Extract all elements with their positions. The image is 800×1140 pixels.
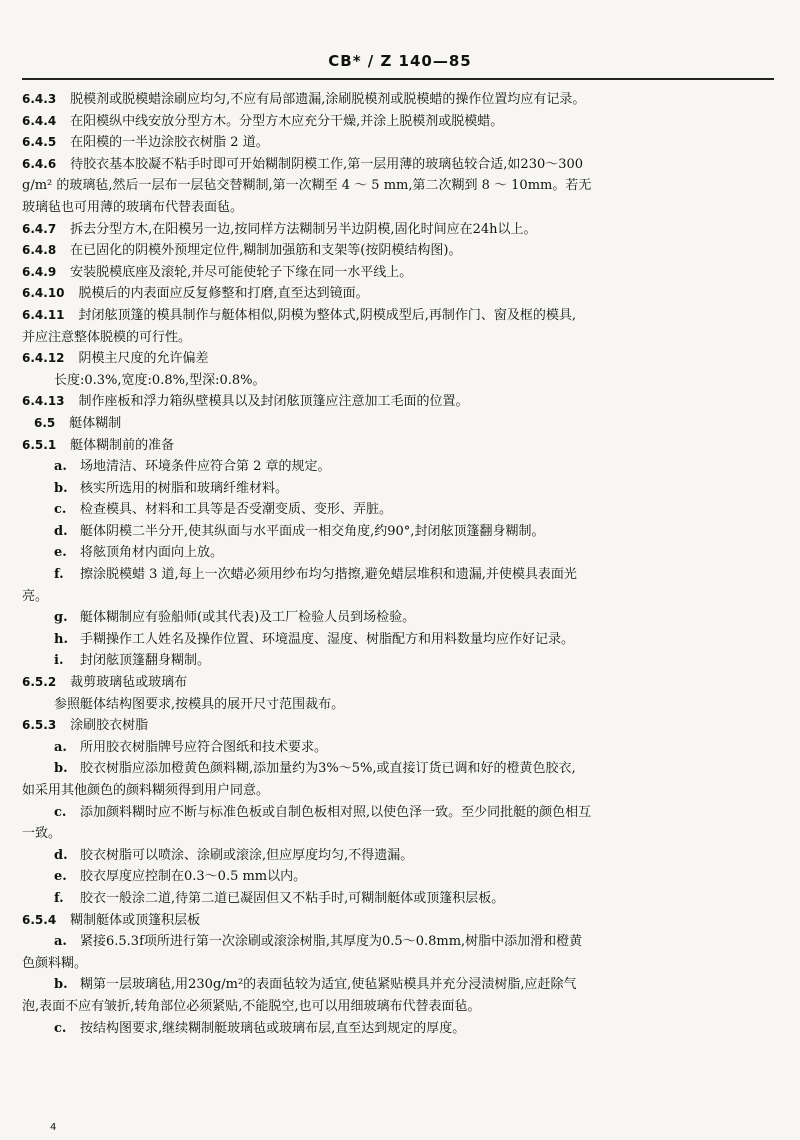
clause-text: 艇体糊制前的准备 [70, 437, 175, 453]
clause-number: 6.4.7 [22, 221, 57, 236]
clause-text: 脱模剂或脱模蜡涂刷应均匀,不应有局部遗漏,涂刷脱模剂或脱模蜡的操作位置均应有记录。 [70, 92, 586, 107]
list-item-label: a. [54, 459, 67, 475]
list-item [22, 456, 774, 478]
list-item [22, 1018, 774, 1040]
list-item-label: c. [54, 502, 67, 518]
list-item [22, 758, 774, 780]
clause-body: 长度:0.3%,宽度:0.8%,型深:0.8%。 [54, 372, 266, 388]
list-item-text: 糊第一层玻璃毡,用230g/m²的表面毡较为适宜,使毡紧贴模具并充分浸渍树脂,应赶除气 [80, 977, 577, 993]
clause [22, 262, 774, 284]
list-item [22, 974, 774, 996]
clause-text: 在已固化的阴模外预埋定位件,糊制加强筋和支架等(按阴模结构图)。 [70, 243, 462, 259]
clause [22, 672, 774, 694]
list-item-label: g. [54, 610, 68, 626]
clause-number: 6.4.9 [22, 264, 57, 279]
list-item [22, 888, 774, 910]
clause [22, 240, 774, 262]
continuation-line: g/m² 的玻璃毡,然后一层布一层毡交替糊制,第一次糊至 4 ～ 5 mm,第二次糊到 8 ～ 10mm。若无 [22, 178, 592, 194]
clause-number: 6.4.8 [22, 243, 57, 258]
list-item [22, 802, 774, 824]
clause [22, 715, 774, 737]
list-item-label: e. [54, 545, 67, 561]
clause-number: 6.5.2 [22, 675, 57, 690]
list-item-text: 紧接6.5.3f项所进行第一次涂刷或滚涂树脂,其厚度为0.5～0.8mm,树脂中添加滑和橙黄 [80, 934, 583, 950]
clause-number: 6.4.4 [22, 113, 57, 128]
list-item-label: c. [54, 1020, 67, 1036]
clause-text: 拆去分型方木,在阳模另一边,按同样方法糊制另半边阴模,固化时间应在24h以上。 [70, 221, 537, 237]
continuation-line: 泡,表面不应有皱折,转角部位必须紧贴,不能脱空,也可以用细玻璃布代替表面毡。 [22, 998, 481, 1014]
clause [22, 348, 774, 370]
clause-number: 6.4.12 [22, 351, 65, 366]
list-item-label: b. [54, 977, 68, 993]
page-number: 4 [50, 1122, 57, 1133]
clause-text: 安装脱模底座及滚轮,并尽可能使轮子下缘在同一水平线上。 [70, 264, 413, 280]
clause-number: 6.4.13 [22, 394, 65, 409]
clause-text: 糊制艇体或顶篷积层板 [70, 912, 201, 928]
list-item-text: 所用胶衣树脂牌号应符合图纸和技术要求。 [80, 739, 328, 755]
list-item-label: c. [54, 804, 67, 820]
clause-text: 待胶衣基本胶凝不粘手时即可开始糊制阴模工作,第一层用薄的玻璃毡较合适,如230～300 [70, 156, 584, 172]
clause-text: 在阳模纵中线安放分型方木。分型方木应充分干燥,并涂上脱模剂或脱模蜡。 [70, 113, 504, 129]
list-item [22, 629, 774, 651]
continuation-line: 一致。 [22, 826, 62, 842]
list-item-text: 胶衣一般涂二道,待第二道已凝固但又不粘手时,可糊制艇体或顶篷积层板。 [80, 890, 505, 906]
clause [22, 435, 774, 457]
list-item-label: i. [54, 653, 64, 669]
list-item [22, 499, 774, 521]
clause-number: 6.4.11 [22, 307, 65, 322]
list-item-text: 胶衣厚度应控制在0.3～0.5 mm以内。 [80, 869, 307, 885]
continuation-line: 亮。 [22, 588, 49, 604]
list-item [22, 931, 774, 953]
list-item-text: 将舷顶角材内面向上放。 [80, 545, 224, 561]
clause [22, 89, 774, 111]
clause [22, 132, 774, 154]
page-header [0, 52, 800, 70]
list-item [22, 845, 774, 867]
clause-text: 阴模主尺度的允许偏差 [78, 351, 209, 367]
list-item [22, 866, 774, 888]
clause-text: 制作座板和浮力箱纵壁模具以及封闭舷顶篷应注意加工毛面的位置。 [78, 394, 469, 410]
list-item-label: e. [54, 869, 67, 885]
list-item-label: a. [54, 934, 67, 950]
clause [22, 283, 774, 305]
clause [22, 305, 774, 327]
continuation-line: 色颜料糊。 [22, 955, 88, 971]
clause-text: 在阳模的一半边涂胶衣树脂 2 道。 [70, 135, 269, 151]
list-item-text: 胶衣树脂应添加橙黄色颜料糊,添加量约为3%～5%,或直接订货已调和好的橙黄色胶衣, [80, 761, 576, 777]
list-item [22, 542, 774, 564]
clause-text: 封闭舷顶篷的模具制作与艇体相似,阴模为整体式,阴模成型后,再制作门、窗及框的模具, [78, 307, 577, 323]
standard-number: CB* / Z 140—85 [328, 52, 472, 70]
list-item-text: 检查模具、材料和工具等是否受潮变质、变形、弄脏。 [80, 502, 393, 518]
clause [22, 910, 774, 932]
list-item-text: 场地清洁、环境条件应符合第 2 章的规定。 [80, 459, 331, 475]
list-item-label: d. [54, 847, 68, 863]
continuation-line: 如采用其他颜色的颜料糊须得到用户同意。 [22, 783, 270, 798]
header-rule [22, 78, 774, 80]
clause-number: 6.4.6 [22, 156, 57, 171]
list-item-label: b. [54, 480, 68, 496]
clause-number: 6.5.3 [22, 718, 57, 733]
continuation-line: 玻璃毡也可用薄的玻璃布代替表面毡。 [22, 199, 244, 215]
list-item-text: 核实所选用的树脂和玻璃纤维材料。 [80, 480, 289, 496]
list-item-label: d. [54, 523, 68, 539]
section-heading [22, 413, 774, 435]
clause-text: 裁剪玻璃毡或玻璃布 [70, 675, 188, 691]
list-item-label: h. [54, 631, 68, 647]
list-item [22, 521, 774, 543]
list-item-text: 艇体糊制应有验船师(或其代表)及工厂检验人员到场检验。 [80, 610, 416, 626]
clause-text: 涂刷胶衣树脂 [70, 718, 149, 734]
clause [22, 154, 774, 176]
list-item [22, 564, 774, 586]
document-body [22, 89, 774, 1039]
list-item-label: f. [54, 567, 64, 583]
clause [22, 111, 774, 133]
clause [22, 391, 774, 413]
continuation-line: 并应注意整体脱模的可行性。 [22, 329, 192, 345]
list-item [22, 737, 774, 759]
clause-number: 6.5.4 [22, 912, 57, 927]
list-item-text: 手糊操作工人姓名及操作位置、环境温度、湿度、树脂配方和用料数量均应作好记录。 [80, 631, 575, 647]
list-item-text: 按结构图要求,继续糊制艇玻璃毡或玻璃布层,直至达到规定的厚度。 [80, 1020, 466, 1036]
list-item-text: 擦涂脱模蜡 3 道,每上一次蜡必须用纱布均匀揩擦,避免蜡层堆积和遗漏,并使模具表面光 [80, 567, 577, 583]
clause-body: 参照艇体结构图要求,按模具的展开尺寸范围裁布。 [54, 696, 345, 712]
clause-number: 6.5.1 [22, 437, 57, 452]
list-item [22, 650, 774, 672]
list-item-text: 封闭舷顶篷翻身糊制。 [80, 653, 211, 669]
clause-text: 脱模后的内表面应反复修整和打磨,直至达到镜面。 [78, 286, 369, 302]
clause-number: 6.4.3 [22, 92, 57, 106]
list-item-text: 胶衣树脂可以喷涂、涂刷或滚涂,但应厚度均匀,不得遗漏。 [80, 847, 414, 863]
list-item [22, 478, 774, 500]
list-item-label: a. [54, 739, 67, 755]
list-item [22, 607, 774, 629]
clause-number: 6.4.5 [22, 135, 57, 150]
list-item-label: b. [54, 761, 68, 777]
list-item-text: 艇体阴模二半分开,使其纵面与水平面成一相交角度,约90°,封闭舷顶篷翻身糊制。 [80, 523, 545, 539]
clause [22, 219, 774, 241]
clause-number: 6.4.10 [22, 286, 65, 301]
clause-number: 6.5 [34, 415, 56, 430]
list-item-label: f. [54, 890, 64, 906]
clause-text: 艇体糊制 [69, 415, 122, 431]
list-item-text: 添加颜料糊时应不断与标准色板或自制色板相对照,以使色泽一致。至少同批艇的颜色相互 [80, 804, 592, 820]
